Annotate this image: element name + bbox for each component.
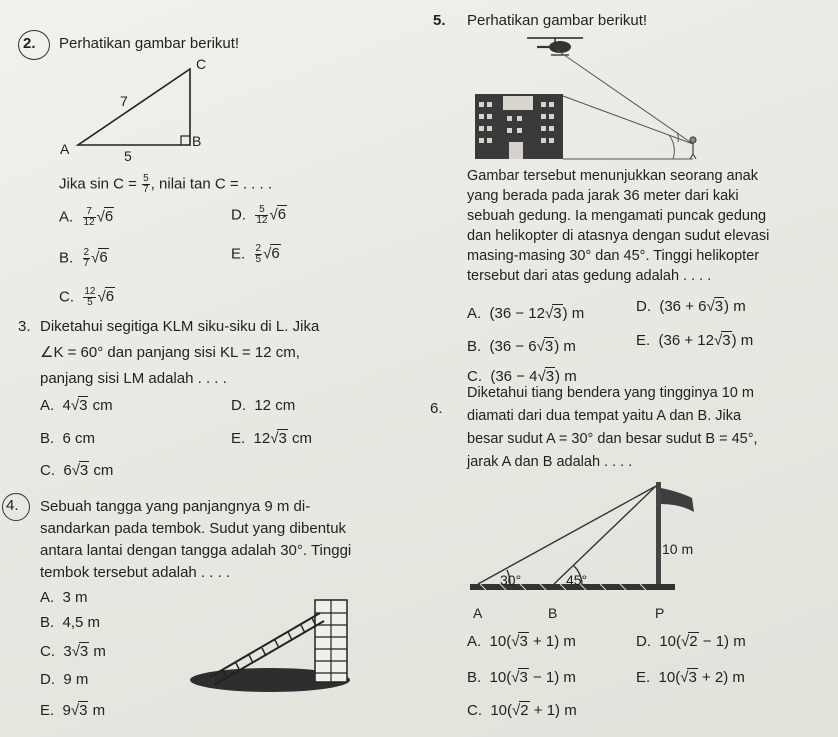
q4-option-c[interactable]: C. 3√3 m — [40, 643, 106, 660]
q5-line: tersebut dari atas gedung adalah . . . . — [467, 268, 712, 284]
q4-line-2: sandarkan pada tembok. Sudut yang dibentuk — [40, 520, 347, 537]
q5-option-e[interactable]: E. (36 + 12√3) m — [636, 332, 754, 349]
q2-side-base: 5 — [124, 148, 132, 164]
q2-question: Jika sin C = $\frac{5}{7}$ , nilai tan C = . . . . — [59, 173, 272, 195]
q2-vertex-b: B — [192, 133, 202, 149]
q5-paragraph — [467, 166, 795, 286]
q4-option-b[interactable]: B. 4,5 m — [40, 614, 101, 631]
q2-number: 2. — [23, 35, 36, 52]
q4-number: 4. — [6, 497, 19, 514]
q5-number: 5. — [433, 12, 446, 29]
q3-line-3: panjang sisi LM adalah . . . . — [40, 370, 227, 387]
q2-prompt: Perhatikan gambar berikut! — [59, 35, 240, 52]
q5-option-d[interactable]: D. (36 + 6√3) m — [636, 298, 746, 315]
q3-line-2: ∠K = 60° dan panjang sisi KL = 12 cm, — [40, 344, 300, 361]
q2-vertex-a: A — [60, 141, 70, 157]
q6-line: Diketahui tiang bendera yang tingginya 10 m — [467, 385, 754, 401]
q2-option-b[interactable]: B. $\frac{2}{7}$ √6 — [59, 247, 108, 269]
q5-option-b[interactable]: B. (36 − 6√3) m — [467, 338, 576, 355]
q6-line: diamati dari dua tempat yaitu A dan B. Jika — [467, 408, 742, 424]
q6-option-e[interactable]: E. 10(√3 + 2) m — [636, 669, 745, 686]
q2-side-hypotenuse: 7 — [120, 93, 128, 109]
q5-line: masing-masing 30° dan 45°. Tinggi helikopter — [467, 248, 760, 264]
q6-option-a[interactable]: A. 10(√3 + 1) m — [467, 633, 576, 650]
q2-option-d[interactable]: D. $\frac{5}{12}$ √6 — [231, 204, 287, 226]
q6-option-d[interactable]: D. 10(√2 − 1) m — [636, 633, 746, 650]
q6-paragraph — [467, 382, 802, 474]
q3-option-e[interactable]: E. 12√3 cm — [231, 430, 312, 447]
flag-icon — [656, 482, 694, 584]
ladder-wall-illustration — [190, 595, 360, 695]
q5-option-a[interactable]: A. (36 − 12√3) m — [467, 305, 585, 322]
q2-option-c[interactable]: C. $\frac{12}{5}$ √6 — [59, 286, 115, 308]
q6-point-a: A — [473, 605, 483, 621]
q6-line: besar sudut A = 30° dan besar sudut B = 45°, — [467, 431, 758, 447]
q6-option-b[interactable]: B. 10(√3 − 1) m — [467, 669, 576, 686]
q5-line: sebuah gedung. Ia mengamati puncak gedung — [467, 208, 767, 224]
q3-line-1: Diketahui segitiga KLM siku-siku di L. Jika — [40, 318, 320, 335]
q5-prompt: Perhatikan gambar berikut! — [467, 12, 648, 29]
q6-angle-a: 30° — [500, 572, 522, 588]
q5-line: Gambar tersebut menunjukkan seorang anak — [467, 168, 758, 184]
q6-option-c[interactable]: C. 10(√2 + 1) m — [467, 702, 577, 719]
q2-option-a[interactable]: A. $\frac{7}{12}$ √6 — [59, 206, 114, 228]
helicopter-icon — [527, 38, 583, 55]
q6-line: jarak A dan B adalah . . . . — [467, 454, 633, 470]
q3-option-d[interactable]: D. 12 cm — [231, 397, 296, 414]
child-icon — [690, 137, 696, 159]
q2-option-e[interactable]: E. $\frac{2}{5}$ √6 — [231, 243, 280, 265]
helicopter-building-illustration — [465, 32, 715, 162]
q6-point-p: P — [655, 605, 665, 621]
q4-line-1: Sebuah tangga yang panjangnya 9 m di- — [40, 498, 311, 515]
q3-number: 3. — [18, 318, 31, 335]
q2-right-triangle — [60, 55, 210, 165]
q6-number: 6. — [430, 400, 443, 417]
q5-option-c[interactable]: C. (36 − 4√3) m — [467, 368, 577, 385]
q2-vertex-c: C — [196, 56, 207, 72]
q4-line-3: antara lantai dengan tangga adalah 30°. Tinggi — [40, 542, 352, 559]
q4-option-d[interactable]: D. 9 m — [40, 671, 89, 688]
q6-angle-b: 45° — [566, 572, 588, 588]
q5-line: yang berada pada jarak 36 meter dari kaki — [467, 188, 739, 204]
q3-option-a[interactable]: A. 4√3 cm — [40, 397, 113, 414]
q3-option-c[interactable]: C. 6√3 cm — [40, 462, 114, 479]
building-icon — [475, 94, 563, 159]
q4-option-e[interactable]: E. 9√3 m — [40, 702, 106, 719]
q5-line: dan helikopter di atasnya dengan sudut elevasi — [467, 228, 770, 244]
q6-height-label: 10 m — [662, 541, 694, 557]
q6-point-b: B — [548, 605, 558, 621]
q4-option-a[interactable]: A. 3 m — [40, 589, 88, 606]
q3-option-b[interactable]: B. 6 cm — [40, 430, 96, 447]
q4-line-4: tembok tersebut adalah . . . . — [40, 564, 231, 581]
